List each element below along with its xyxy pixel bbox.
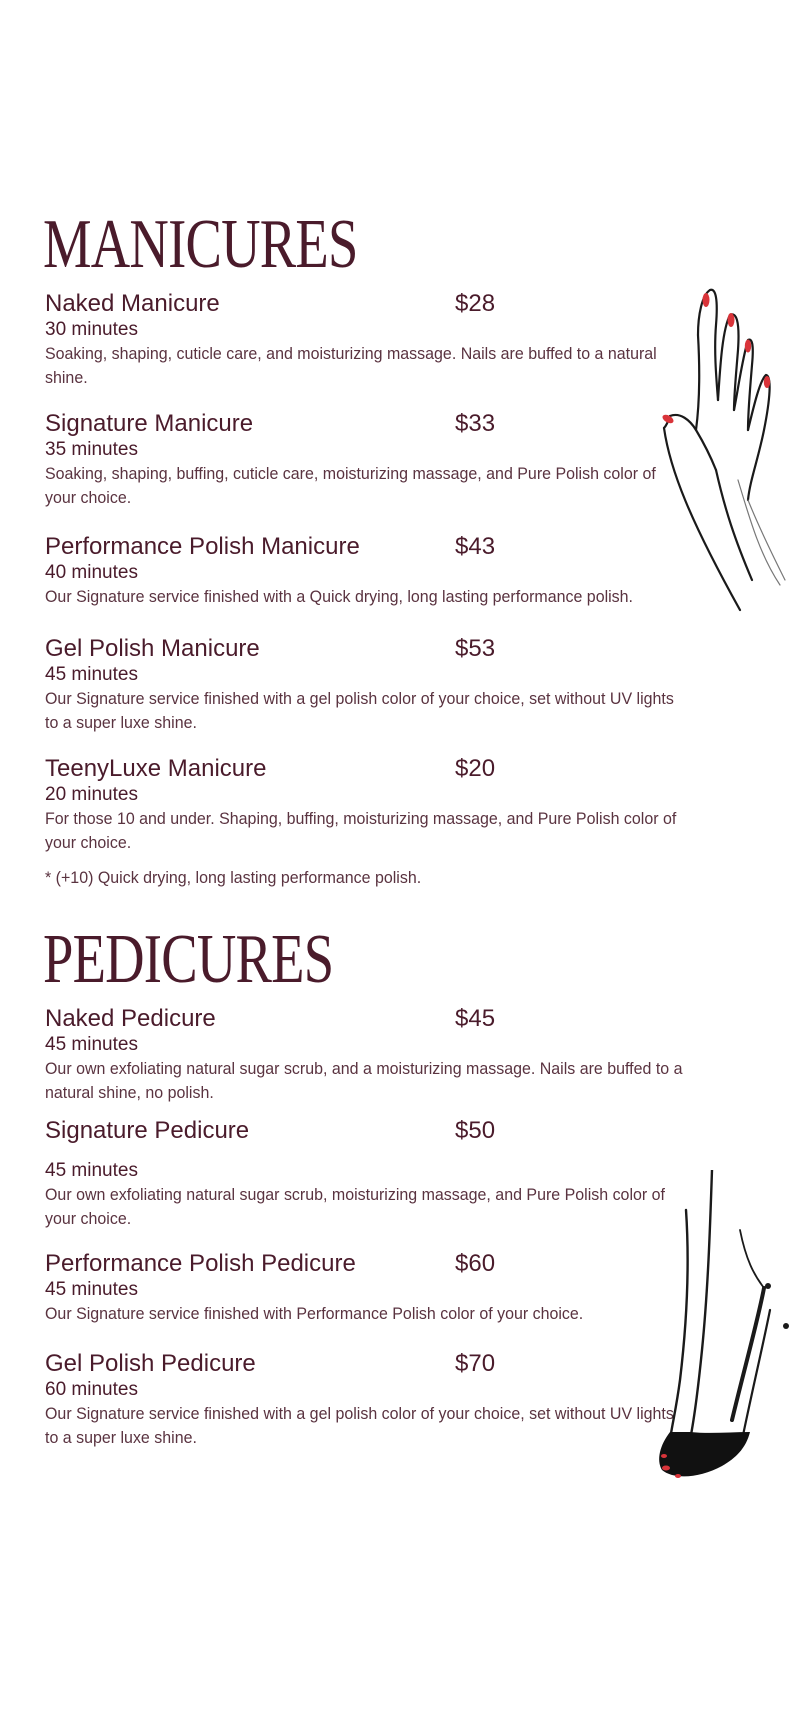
service-description: Our Signature service finished with a gel polish color of your choice, set without UV lights to a super luxe shine. xyxy=(45,689,674,732)
service-duration: 60 minutes xyxy=(45,1379,138,1400)
service-price: $53 xyxy=(455,635,496,662)
service-name: Signature Pedicure xyxy=(45,1117,250,1144)
service-name: Signature Manicure xyxy=(45,410,254,437)
service-item xyxy=(45,290,685,390)
service-item xyxy=(45,1250,685,1326)
service-item xyxy=(45,1350,685,1450)
manicures-heading: MANICURES xyxy=(43,206,358,283)
service-description: Our own exfoliating natural sugar scrub, moisturizing massage, and Pure Polish color of your choice. xyxy=(45,1185,665,1228)
nail-icon xyxy=(703,293,710,307)
service-price: $45 xyxy=(455,1005,496,1032)
service-price: $20 xyxy=(455,755,496,782)
pedicures-heading: PEDICURES xyxy=(43,921,334,998)
service-name: TeenyLuxe Manicure xyxy=(45,755,267,782)
service-price: $28 xyxy=(455,290,496,317)
service-name: Naked Pedicure xyxy=(45,1005,216,1032)
service-duration: 35 minutes xyxy=(45,439,138,460)
foot-illustration xyxy=(650,1170,790,1500)
hand-illustration xyxy=(630,280,790,620)
service-price: $33 xyxy=(455,410,496,437)
service-price: $70 xyxy=(455,1350,496,1377)
toenail-icon xyxy=(662,1466,670,1471)
service-description: Our Signature service finished with a gel polish color of your choice, set without UV lights to a super luxe shine. xyxy=(45,1404,674,1447)
service-item xyxy=(45,635,685,735)
service-duration: 40 minutes xyxy=(45,562,138,583)
footnote: * (+10) Quick drying, long lasting performance polish. xyxy=(45,868,422,887)
service-description: Our Signature service finished with a Quick drying, long lasting performance polish. xyxy=(45,587,633,606)
service-duration: 45 minutes xyxy=(45,1034,138,1055)
service-duration: 30 minutes xyxy=(45,319,138,340)
service-item xyxy=(45,410,685,510)
service-name: Naked Manicure xyxy=(45,290,220,317)
service-name: Performance Polish Manicure xyxy=(45,533,360,560)
service-price: $60 xyxy=(455,1250,496,1277)
service-description: Our Signature service finished with Performance Polish color of your choice. xyxy=(45,1304,584,1323)
service-description: Our own exfoliating natural sugar scrub, and a moisturizing massage. Nails are buffed to a natural shine, no polish. xyxy=(45,1059,683,1102)
service-item xyxy=(45,533,685,609)
service-name: Gel Polish Pedicure xyxy=(45,1350,256,1377)
service-item xyxy=(45,1005,685,1105)
service-price: $43 xyxy=(455,533,496,560)
service-duration: 45 minutes xyxy=(45,1279,138,1300)
service-duration: 20 minutes xyxy=(45,784,138,805)
service-description: Soaking, shaping, cuticle care, and moisturizing massage. Nails are buffed to a natural shine. xyxy=(45,344,657,387)
service-name: Performance Polish Pedicure xyxy=(45,1250,356,1277)
service-item xyxy=(45,1117,685,1231)
service-price: $50 xyxy=(455,1117,496,1144)
service-description: For those 10 and under. Shaping, buffing, moisturizing massage, and Pure Polish color of your choice. xyxy=(45,809,677,852)
service-duration: 45 minutes xyxy=(45,1160,138,1181)
service-duration: 45 minutes xyxy=(45,664,138,685)
service-description: Soaking, shaping, buffing, cuticle care, moisturizing massage, and Pure Polish color of your choice. xyxy=(45,464,656,507)
service-name: Gel Polish Manicure xyxy=(45,635,260,662)
service-item xyxy=(45,755,685,855)
